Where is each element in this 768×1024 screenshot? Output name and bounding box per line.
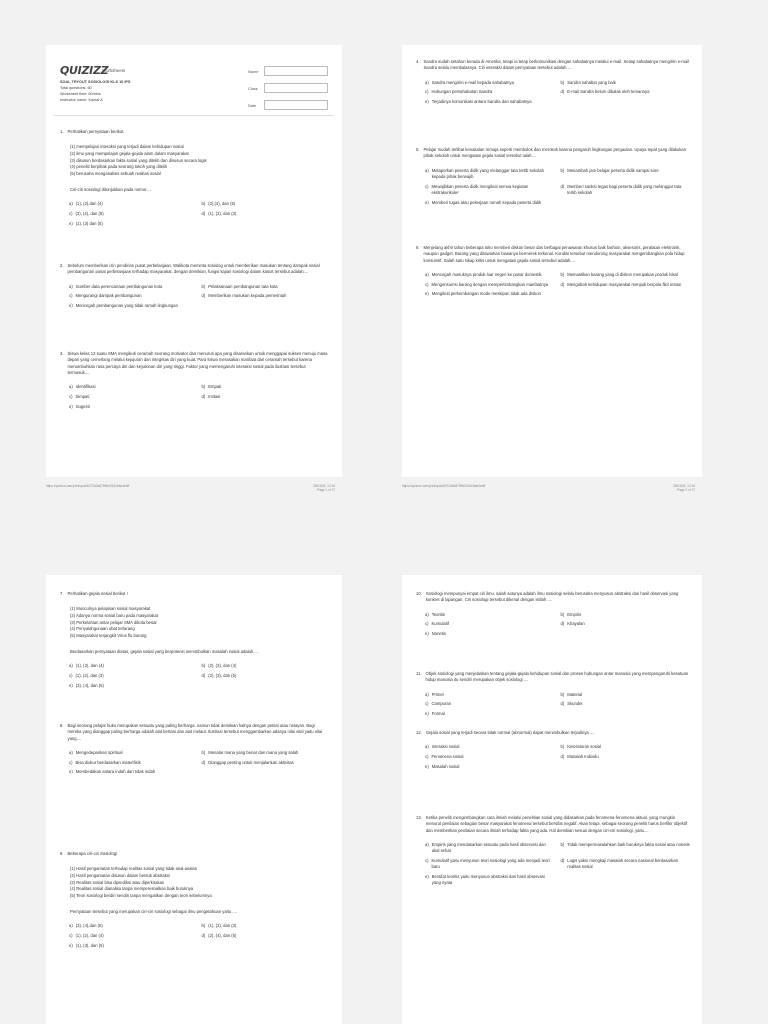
- question-number: 4.: [416, 59, 420, 64]
- option-text: Masalah Individu: [567, 754, 599, 760]
- option-letter: c): [425, 754, 429, 760]
- option-text: (2), (3), dan (4): [208, 663, 237, 669]
- statement-item: (4) Penyalahgunaan obat terlarang: [70, 626, 135, 632]
- answer-option[interactable]: [202, 284, 329, 290]
- statement-item: (1) Hasil pengamatan terhadap realitas sosial yang tidak asal-asalan: [70, 866, 198, 872]
- statement-item: (5) Teori sosiologi berdiri sendiri tanpa mengaitkan dengan teori sebelumnya: [70, 893, 212, 899]
- total-questions: Total questions: 60: [60, 85, 92, 90]
- answer-option[interactable]: [561, 842, 691, 855]
- answer-option[interactable]: [561, 282, 691, 288]
- option-letter: a): [69, 923, 73, 929]
- option-text: Simpati: [75, 393, 90, 399]
- question-stem: Pernyataan tersebut yang merupakan ciri-ciri sosiologi sebagai ilmu pengetahuan yaitu ....: [70, 908, 237, 914]
- answer-option[interactable]: [561, 612, 691, 618]
- statement-item: (2) Hasil pengamatan disusun dalam bentuk abstraksi: [70, 873, 170, 879]
- option-letter: e): [425, 291, 429, 297]
- statement-item: (5) berusaha menganalisis sebuah realitas sosial: [70, 171, 161, 177]
- option-text: Nonetis: [431, 631, 446, 637]
- option-text: Kumulatif yaitu menyusun teori sosiologi yang ada menjadi teori baru: [431, 857, 550, 870]
- question-number: 2.: [60, 263, 64, 268]
- statement-item: (1) mempelajari interaksi yang terjadi dalam kehidupan sosial: [70, 144, 184, 150]
- option-letter: a): [425, 271, 429, 277]
- option-text: (1), (3), dan (5): [75, 942, 104, 948]
- answer-option[interactable]: [69, 769, 196, 775]
- answer-option[interactable]: [561, 184, 691, 197]
- answer-options: [69, 923, 328, 949]
- worksheet-page-1: [46, 45, 342, 477]
- option-letter: e): [69, 942, 73, 948]
- answer-option[interactable]: [69, 760, 196, 766]
- option-text: (1), (2), dan (4): [75, 932, 104, 938]
- answer-option[interactable]: [202, 201, 329, 207]
- option-text: Teoritis: [431, 611, 445, 617]
- answer-option[interactable]: [69, 394, 196, 400]
- option-letter: d): [560, 701, 565, 707]
- statement-list: [70, 606, 328, 640]
- answer-option[interactable]: [202, 933, 329, 939]
- option-text: (1), (2), dan (3): [208, 923, 237, 929]
- answer-options: [425, 842, 690, 887]
- option-text: (1), (3) dan (5): [75, 220, 103, 226]
- footer-url-page-2[interactable]: https://quizizz.com/print/quiz/6072d0d8799b0015c9ad4eb8: [402, 484, 486, 488]
- option-text: (2), (3), dan (5): [208, 672, 237, 678]
- answer-options: [425, 692, 690, 718]
- option-text: Empati: [208, 384, 222, 390]
- answer-option[interactable]: [202, 211, 329, 217]
- answer-option[interactable]: [425, 272, 555, 278]
- option-text: (3), (4), dan (5): [75, 682, 104, 688]
- option-letter: e): [425, 199, 429, 205]
- option-text: Empiris yang mendasarkan sesuatu pada hasil observasi dan akal sehat: [431, 841, 546, 854]
- question-number: 11.: [416, 671, 422, 676]
- option-letter: b): [201, 283, 206, 289]
- answer-option[interactable]: [425, 168, 555, 181]
- answer-option[interactable]: [69, 750, 196, 756]
- answer-option[interactable]: [202, 673, 329, 679]
- question-1: [60, 129, 328, 227]
- option-letter: a): [69, 663, 73, 669]
- answer-options: [69, 663, 328, 689]
- question-text: Bagi seorang pelajar buku merupakan sesuatu yang paling berharga. namun tidak demikian halnya dengan petani atau nelayan. Bagi mereka yang dianggap paling berharga adalah alat bertani dan alat melaut. Ilustrasi tersebut menggambarkan adanya nilai vital yaitu nilai yang....: [67, 723, 323, 741]
- answer-option[interactable]: [69, 683, 196, 689]
- option-text: Khayalan: [567, 621, 585, 627]
- option-letter: a): [425, 167, 429, 173]
- option-letter: b): [560, 841, 565, 847]
- answer-option[interactable]: [561, 89, 691, 95]
- option-letter: a): [425, 841, 429, 847]
- option-letter: c): [69, 932, 73, 938]
- option-text: (3), (4), dan (5): [75, 210, 104, 216]
- option-letter: d): [560, 857, 565, 863]
- answer-option[interactable]: [202, 750, 329, 756]
- answer-option[interactable]: [561, 80, 691, 86]
- option-text: Primer: [431, 691, 445, 697]
- option-letter: e): [425, 763, 429, 769]
- statement-item: (1) Munculnya pelapisan sosial masyarakat: [70, 606, 151, 612]
- option-letter: a): [69, 749, 73, 755]
- question-7: [60, 591, 328, 689]
- statement-item: (5) Masyarakat terjangkit Virus flu burung: [70, 633, 147, 639]
- option-text: Membedakan antara indah dan tidak indah: [75, 769, 156, 775]
- option-text: Identifikasi: [75, 384, 96, 390]
- question-number: 10.: [416, 591, 422, 596]
- question-stem: Berdasarkan pernyataan diatas, gejala sosial yang berpotensi menimbulkan masalah sosial adalah....: [70, 648, 258, 654]
- question-number: 13.: [416, 815, 422, 820]
- question-11: [416, 671, 690, 717]
- answer-options: [425, 272, 690, 298]
- option-letter: c): [425, 281, 429, 287]
- statement-item: (2) Adanya norma sosial baru pada masyarakat: [70, 613, 158, 619]
- option-letter: e): [425, 631, 429, 637]
- date-label: Date: [248, 103, 257, 108]
- option-letter: b): [201, 749, 206, 755]
- option-letter: d): [201, 672, 206, 678]
- answer-option[interactable]: [561, 744, 691, 750]
- option-letter: c): [425, 621, 429, 627]
- answer-option[interactable]: [69, 201, 196, 207]
- answer-option[interactable]: [561, 272, 691, 278]
- answer-option[interactable]: [425, 282, 555, 288]
- option-letter: d): [201, 932, 206, 938]
- answer-option[interactable]: [202, 923, 329, 929]
- option-letter: b): [560, 167, 565, 173]
- question-number: 3.: [60, 351, 64, 356]
- footer-page-1: 28/04/24, 12:16 Page 1 of 17: [313, 484, 336, 493]
- option-text: Sandra sahabat yang baik: [567, 79, 616, 85]
- option-text: Memastikan barang yang di diskon merupakan produk lokal: [567, 271, 678, 277]
- question-stem: Ciri-ciri sosiologi ditunjukkan pada nomor....: [70, 186, 151, 192]
- option-letter: d): [560, 281, 565, 287]
- option-text: Bisa diukur berdasarkan materifisik: [75, 759, 141, 765]
- statement-item: (3) Realitas sosial bisa diprediksi atau diperkirakan: [70, 879, 165, 885]
- logo-subtitle: Worksheets: [102, 68, 126, 73]
- question-number: 9.: [60, 851, 64, 856]
- answer-option[interactable]: [425, 631, 555, 637]
- question-text: Pelajar mudah terlibat kenakalan remaja seperti membolos dan merokok karena pengaruh lingkungan pergaulan. Upaya tepat yang dilakukan pihak sekolah untuk mengatasi gejala sosial tersebut ialah....: [423, 147, 687, 159]
- option-letter: e): [69, 682, 73, 688]
- option-text: Interaksi sosial: [431, 744, 460, 750]
- option-text: (3), (4),dan (5): [75, 923, 103, 929]
- option-letter: b): [560, 744, 565, 750]
- option-text: Sumber data perencanaan pembangunan kota: [75, 283, 163, 289]
- answer-option[interactable]: [69, 293, 196, 299]
- option-text: Mengurangi dampak pembangunan: [75, 293, 142, 299]
- name-field[interactable]: [264, 66, 328, 76]
- option-letter: e): [69, 769, 73, 775]
- option-text: Campuran: [431, 701, 452, 707]
- option-letter: b): [201, 384, 206, 390]
- option-text: Memberi tugas atau pekerjaan rumah kepada peserta didik: [431, 199, 542, 205]
- footer-url-page-1[interactable]: https://quizizz.com/print/quiz/6072d0d8799b0015c9ad4eb8: [46, 484, 130, 488]
- option-letter: a): [69, 384, 73, 390]
- answer-option[interactable]: [425, 89, 555, 95]
- question-text: Menjelang akhir tahun beberapa toko memberi diskon besar dan berbagai penawaran khusus baik fashion, aksesoris, peralatan elektronik, maupun gadget. Barang yang ditawarkan biasanya bermerek terkenal. Kondisi tersebut mendorong masyarakat mengembangkan pola hidup konsumtif. Salah satu sikap kritis untuk mengatasi gejala sosial tersebut adalah....: [423, 245, 685, 263]
- option-letter: e): [425, 99, 429, 105]
- question-text: Beberapa ciri-ciri Sosiologi: [67, 851, 118, 856]
- question-4: [416, 59, 690, 105]
- question-13: [416, 815, 690, 887]
- option-letter: d): [201, 210, 206, 216]
- answer-options: [69, 201, 328, 227]
- option-text: (1), (2), dan (3): [208, 210, 237, 216]
- question-number: 8.: [60, 723, 64, 728]
- option-letter: d): [201, 293, 206, 299]
- option-letter: d): [560, 621, 565, 627]
- option-letter: b): [201, 201, 206, 207]
- option-letter: e): [69, 303, 73, 309]
- worksheet-title: SOAL TRYOUT SOSIOLOGI KLS 10 IPS: [60, 80, 131, 84]
- question-3: [60, 351, 328, 410]
- question-text: Perhatikan gejala sosial berikut !: [67, 591, 128, 596]
- option-letter: d): [201, 393, 206, 399]
- question-number: 7.: [60, 591, 64, 596]
- answer-option[interactable]: [425, 184, 555, 197]
- answer-option[interactable]: [202, 760, 329, 766]
- option-text: Masalah sosial: [431, 763, 460, 769]
- question-text: Objek sosiologi yang menjelaskan tentang gejala-gejala kehidupan sosial dan proses hubungan antar manusia yang mempengaruhi kesatuan hidup manusia itu sendiri merupakan objek sosiologi ....: [425, 671, 689, 683]
- class-field[interactable]: [264, 83, 328, 93]
- question-number: 6.: [416, 245, 420, 250]
- answer-options: [425, 168, 690, 206]
- statement-list: [70, 144, 328, 178]
- question-12: [416, 730, 690, 770]
- option-letter: a): [425, 691, 429, 697]
- answer-option[interactable]: [202, 384, 329, 390]
- answer-option[interactable]: [425, 291, 555, 297]
- option-text: E-mail Sandra belum dibalas oleh temannya: [567, 89, 650, 95]
- option-letter: a): [69, 201, 73, 207]
- statement-item: (3) disusun berdasarkan fakta sosial yang diteliti dan disusun secara logis: [70, 157, 207, 163]
- option-text: Menambah jam belajar peserta didik sampai sore: [567, 167, 659, 173]
- answer-option[interactable]: [561, 701, 691, 707]
- question-6: [416, 245, 690, 298]
- question-number: 12.: [416, 730, 422, 735]
- worksheet-meta: [60, 80, 130, 104]
- option-text: Material: [567, 691, 583, 697]
- answer-options: [425, 612, 690, 638]
- statement-item: (3) Perkelahian antar pelajar SMA dikota besar: [70, 619, 157, 625]
- option-letter: e): [69, 403, 73, 409]
- option-text: Fenomena sosial: [431, 754, 464, 760]
- answer-option[interactable]: [425, 842, 555, 855]
- answer-option[interactable]: [69, 284, 196, 290]
- option-text: (2), (4), dan (5): [208, 932, 237, 938]
- answer-option[interactable]: [425, 200, 555, 206]
- option-text: Mengubah kehidupan masyarakat menjadi berpola fikir instan: [567, 281, 682, 287]
- statement-item: (4) Realitas sosial dianalisa tanpa memperesoalkan baik buruknya: [70, 886, 194, 892]
- answer-option[interactable]: [69, 663, 196, 669]
- answer-option[interactable]: [425, 874, 555, 887]
- option-text: Pelaksanaan pembangunan tata kota: [208, 283, 278, 289]
- option-text: Memberi sanksi tegas bagi peserta didik yang melanggar tata tertib sekolah: [567, 183, 682, 195]
- option-letter: a): [425, 744, 429, 750]
- question-text: Perhatikan pernyataan berikut.: [67, 129, 125, 134]
- worksheet-time: Worksheet time: 60mins: [60, 91, 101, 96]
- header-divider: [54, 115, 334, 116]
- answer-option[interactable]: [69, 673, 196, 679]
- option-text: Mencegah masuknya produk luar negeri ke pasar domestik: [431, 271, 542, 277]
- option-letter: c): [69, 210, 73, 216]
- answer-option[interactable]: [69, 211, 196, 217]
- option-letter: b): [201, 923, 206, 929]
- option-text: Melaporkan peserta didik yang melanggar tata tertib sekolah kepada pihak berwajib: [431, 167, 544, 179]
- option-text: Tidak mempermasalahkan baik buruknya fakta sosial atau nonetis: [567, 841, 690, 847]
- answer-option[interactable]: [425, 764, 555, 770]
- option-text: Memberikan masukan kepada pemerintah: [208, 293, 287, 299]
- statement-list: [70, 866, 328, 900]
- option-letter: a): [69, 283, 73, 289]
- option-text: Mengikuti perkembangan mode meskipun tidak ada diskon: [431, 291, 541, 297]
- option-text: (1), (2), dan (4): [75, 663, 104, 669]
- answer-option[interactable]: [69, 404, 196, 410]
- answer-option[interactable]: [425, 612, 555, 618]
- instructor-name: Instructor name: Kamal A: [60, 97, 103, 102]
- option-letter: d): [560, 183, 565, 189]
- option-letter: a): [425, 611, 429, 617]
- question-number: 5.: [416, 147, 420, 152]
- option-letter: c): [425, 89, 429, 95]
- option-text: Logis yakni mengkaji masalah secara nasional berdasarkan realitas sosial: [567, 857, 679, 870]
- quizizz-logo: QUIZIZZ: [60, 64, 109, 77]
- option-letter: b): [560, 79, 565, 85]
- answer-option[interactable]: [561, 168, 691, 181]
- question-2: [60, 263, 328, 309]
- question-5: [416, 147, 690, 206]
- answer-option[interactable]: [69, 933, 196, 939]
- answer-option[interactable]: [425, 621, 555, 627]
- answer-option[interactable]: [425, 701, 555, 707]
- statement-item: (4) peneliti berpihak pada seorang tokoh yang diteliti: [70, 164, 168, 170]
- answer-options: [425, 80, 690, 106]
- answer-option[interactable]: [425, 754, 555, 760]
- option-letter: e): [425, 874, 429, 880]
- option-text: Mewajibkan peserta didik mengikuti semua kegiatan ekstrakurikuler: [431, 183, 529, 195]
- answer-options: [425, 744, 690, 770]
- answer-option[interactable]: [561, 754, 691, 760]
- class-label: Class: [248, 86, 258, 91]
- option-text: Empiris: [567, 611, 582, 617]
- option-text: (1), (2),dan (4): [75, 201, 103, 207]
- worksheet-page-4: [402, 575, 702, 1024]
- name-label: Name: [248, 69, 259, 74]
- answer-option[interactable]: [69, 943, 196, 949]
- option-text: Menalar mana yang benar dan mana yang salah: [208, 749, 299, 755]
- option-letter: b): [560, 611, 565, 617]
- option-text: Mengonsumsi barang dengan mempertimbangkan manfaatnya: [431, 281, 549, 287]
- option-letter: d): [201, 759, 206, 765]
- footer-page-2: 28/04/24, 12:16 Page 2 of 17: [673, 484, 696, 493]
- answer-option[interactable]: [425, 711, 555, 717]
- option-letter: e): [69, 220, 73, 226]
- question-text: Gejala sosial yang terjadi secara tidak normal (abnormal) dapat menimbulkan terjadinya ....: [425, 730, 595, 735]
- question-9: [60, 851, 328, 949]
- answer-options: [69, 750, 328, 776]
- option-letter: c): [69, 293, 73, 299]
- option-text: Dianggap penting untuk menjalankan aktivitas: [208, 759, 294, 765]
- question-10: [416, 591, 690, 637]
- answer-option[interactable]: [425, 80, 555, 86]
- option-letter: b): [560, 271, 565, 277]
- option-letter: c): [425, 857, 429, 863]
- option-text: Keteraturan sosial: [567, 744, 601, 750]
- answer-options: [69, 284, 328, 310]
- question-text: Siswa kelas 12 suatu SMA mengikuti ceramah seorang motivator dan menuruti apa yang disarankan untuk menggapai sukses menuju masa depan yang cemerlang melalui kejujuran dan integritas diri yang kuat. Para siswa merasakan manfaat dari ceramah tersebut karena menumbuhkan rasa percaya diri dan keyakinan diri yang tinggi. Faktor yang memengaruhi interaksi sosial pada ilustrasi tersebut termasuk....: [67, 351, 328, 375]
- option-text: Formal: [431, 711, 445, 717]
- option-letter: b): [201, 663, 206, 669]
- answer-option[interactable]: [425, 99, 555, 105]
- option-letter: c): [425, 701, 429, 707]
- option-text: Kumulatif: [431, 621, 449, 627]
- answer-option[interactable]: [69, 303, 196, 309]
- question-8: [60, 723, 328, 776]
- option-letter: c): [425, 183, 429, 189]
- option-text: Mengedepankan spiritual: [75, 749, 123, 755]
- option-letter: e): [425, 711, 429, 717]
- option-letter: c): [69, 393, 73, 399]
- worksheet-page-3: [46, 575, 342, 1024]
- worksheet-page-2: [402, 45, 702, 477]
- option-text: Hubungan persahabatan Sandra: [431, 89, 493, 95]
- question-text: Sosiologi mempunyai empat ciri ilmu, salah satunya adalah ilmu sosiologi selalu berusaha menyusun abstraksi dari hasil observasi yang konkret di lapangan. Ciri sosiologi tersebut dikenal dengan istilah ....: [425, 591, 679, 603]
- answer-option[interactable]: [561, 621, 691, 627]
- date-field[interactable]: [264, 100, 328, 110]
- option-text: (2),(4), dan (5): [208, 201, 236, 207]
- question-text: Sandra sudah setahun berada di Amerika, tetapi ia tetap berkomunikasi dengan sahabatnya melalui e-mail. Setiap sahabatnya mengirim e-mail Sandra selalu membalasnya. Ciri interaksi dalam pernyataan tersebut adalah....: [423, 59, 690, 71]
- answer-option[interactable]: [425, 744, 555, 750]
- option-text: Mencegah pembangunan yang tidak ramah lingkungan: [75, 303, 178, 309]
- answer-option[interactable]: [425, 692, 555, 698]
- answer-option[interactable]: [69, 384, 196, 390]
- question-text: Ketika peneliti mengembangkan cara ilmiah melalui penelitian sosial yang didasarkan pada fenomena-fenomena aktual, yang mungkin menurut penilaian sebagian besar masyarakat fenomena tersebut bersifat negatif. Akan tetapi, sebagai seorang peneliti harus berfikir objektif dan memberikan penilaian secara ilmiah terhadap fakta yang ada. Hal demikian sesuai dengan ciri-ciri sosiologi, yaitu....: [425, 815, 688, 833]
- answer-option[interactable]: [202, 663, 329, 669]
- option-text: Skunder: [567, 701, 583, 707]
- answer-option[interactable]: [69, 923, 196, 929]
- question-number: 1.: [60, 129, 64, 134]
- option-text: Bersifat teoritis yaitu menyusun abstraksi dari hasil observasi yang nyata: [431, 874, 545, 886]
- student-fields: [248, 66, 332, 117]
- question-text: Sebelum memberikan izin pendirian pusat perbelanjaan, Walikota meminta sosiolog untuk memberikan masukan tentang dampak sosial pembangunan pusat perbelanjaan terhadap masyarakat. dengan demikian, fungsi kajian sosiologi dalam kasus tersebut adalah....: [67, 263, 320, 275]
- answer-option[interactable]: [202, 293, 329, 299]
- statement-item: (2) ilmu yang mempelajari gejala-gejala alam dalam masyarakat: [70, 151, 189, 157]
- option-text: Sandra mengirim e-mail kepada sahabatnya: [431, 79, 514, 85]
- option-text: Terjadinya komunikasi antara Sandra dan sahabatnya: [431, 99, 532, 105]
- option-letter: d): [560, 89, 565, 95]
- answer-option[interactable]: [561, 692, 691, 698]
- answer-options: [69, 384, 328, 410]
- option-letter: c): [69, 672, 73, 678]
- answer-option[interactable]: [425, 858, 555, 871]
- option-letter: c): [69, 759, 73, 765]
- answer-option[interactable]: [202, 394, 329, 400]
- option-text: Sugesti: [75, 403, 90, 409]
- option-letter: d): [560, 754, 565, 760]
- option-text: Imitasi: [208, 393, 221, 399]
- answer-option[interactable]: [69, 221, 196, 227]
- option-letter: b): [560, 691, 565, 697]
- option-text: (1), (2), dan (3): [75, 672, 104, 678]
- option-letter: a): [425, 79, 429, 85]
- answer-option[interactable]: [561, 858, 691, 871]
